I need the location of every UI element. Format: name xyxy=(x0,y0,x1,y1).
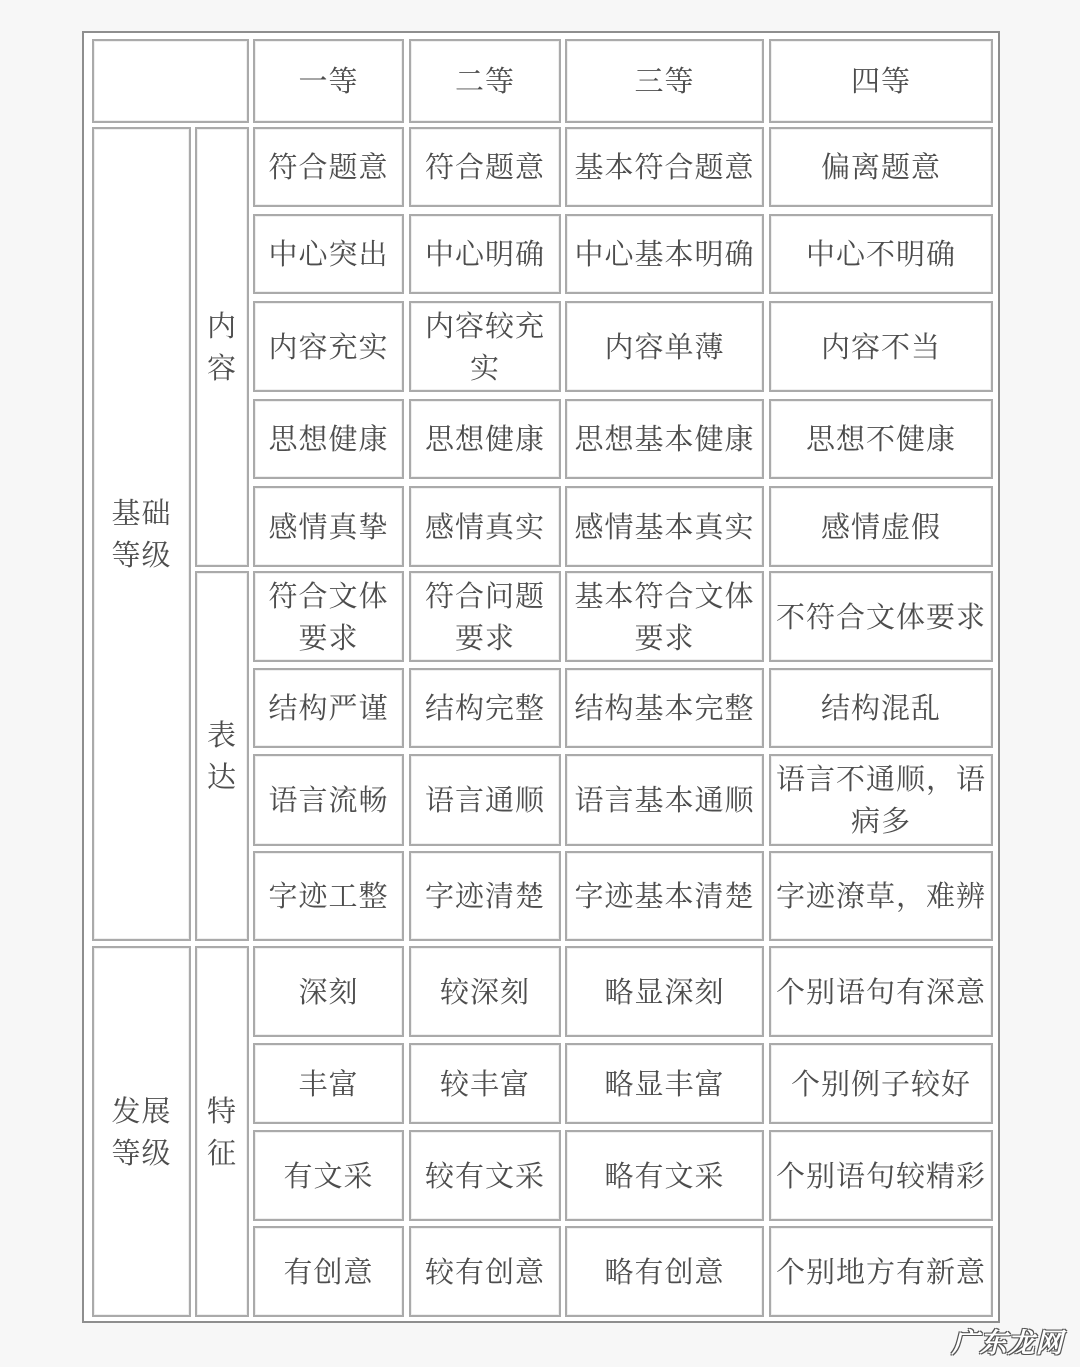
group-label-basic: 基础等级 xyxy=(111,496,172,572)
table-cell: 丰富 xyxy=(253,1043,404,1124)
table-cell: 感情真实 xyxy=(409,486,561,567)
table-cell: 结构混乱 xyxy=(769,668,993,748)
table-cell: 个别例子较好 xyxy=(769,1043,993,1124)
table-cell xyxy=(769,571,993,662)
table-cell xyxy=(409,571,561,662)
watermark: 广东龙网 xyxy=(951,1327,1064,1359)
table-cell: 偏离题意 xyxy=(769,127,993,207)
table-cell xyxy=(769,1130,993,1221)
table-cell: 中心突出 xyxy=(253,214,404,294)
group-cell-development xyxy=(92,946,191,1317)
table-cell: 中心不明确 xyxy=(769,214,993,294)
wrapped-cell-text: 内容较充实 xyxy=(424,308,545,385)
header-cell-3: 三等 xyxy=(565,39,764,123)
table-cell: 思想基本健康 xyxy=(565,399,764,479)
subgroup-cell-feature xyxy=(195,946,249,1317)
table-cell: 字迹工整 xyxy=(253,851,404,941)
table-cell xyxy=(253,571,404,662)
subgroup-cell-content xyxy=(195,127,249,567)
subgroup-cell-expression xyxy=(195,571,249,941)
table-cell: 字迹清楚 xyxy=(409,851,561,941)
table-cell: 思想健康 xyxy=(253,399,404,479)
group-label-development: 发展等级 xyxy=(111,1093,172,1170)
wrapped-cell-text: 个别语句有深意 xyxy=(775,974,986,1009)
table-cell: 基本符合题意 xyxy=(565,127,764,207)
table-cell: 略显深刻 xyxy=(565,946,764,1037)
wrapped-cell-text: 字迹潦草，难辨 xyxy=(775,879,986,913)
table-cell: 结构严谨 xyxy=(253,668,404,748)
table-cell: 略有文采 xyxy=(565,1130,764,1221)
header-cell-4: 四等 xyxy=(769,39,993,123)
table-cell: 略有创意 xyxy=(565,1226,764,1317)
table-cell: 语言通顺 xyxy=(409,754,561,846)
table-cell: 感情基本真实 xyxy=(565,486,764,567)
table-cell xyxy=(409,301,561,392)
wrapped-cell-text: 符合问题要求 xyxy=(424,578,545,655)
table-cell: 符合题意 xyxy=(409,127,561,207)
table-cell: 略显丰富 xyxy=(565,1043,764,1124)
subgroup-label-feature: 特征 xyxy=(206,1093,237,1170)
subgroup-label-content: 内容 xyxy=(206,309,237,385)
wrapped-cell-text: 个别语句较精彩 xyxy=(775,1158,986,1193)
wrapped-cell-text: 语言不通顺，语病多 xyxy=(775,762,986,838)
table-cell: 思想健康 xyxy=(409,399,561,479)
table-cell xyxy=(769,754,993,846)
table-cell: 符合题意 xyxy=(253,127,404,207)
wrapped-cell-text: 不符合文体要求 xyxy=(775,599,986,634)
table-cell: 语言基本通顺 xyxy=(565,754,764,846)
table-cell: 较丰富 xyxy=(409,1043,561,1124)
table-cell: 较有创意 xyxy=(409,1226,561,1317)
subgroup-label-expression: 表达 xyxy=(206,718,237,794)
grading-table xyxy=(82,31,1000,1323)
table-cell: 感情真挚 xyxy=(253,486,404,567)
table-cell: 语言流畅 xyxy=(253,754,404,846)
table-cell xyxy=(769,1226,993,1317)
table-cell: 字迹基本清楚 xyxy=(565,851,764,941)
table-cell: 内容不当 xyxy=(769,301,993,392)
table-cell: 中心基本明确 xyxy=(565,214,764,294)
table-cell: 较深刻 xyxy=(409,946,561,1037)
wrapped-cell-text: 基本符合文体要求 xyxy=(574,578,755,655)
table-cell: 有文采 xyxy=(253,1130,404,1221)
wrapped-cell-text: 符合文体要求 xyxy=(268,578,389,655)
table-cell: 中心明确 xyxy=(409,214,561,294)
table-cell: 内容单薄 xyxy=(565,301,764,392)
table-cell xyxy=(565,571,764,662)
group-cell-basic xyxy=(92,127,191,941)
header-cell-1: 一等 xyxy=(253,39,404,123)
table-cell: 较有文采 xyxy=(409,1130,561,1221)
wrapped-cell-text: 个别地方有新意 xyxy=(775,1254,986,1289)
table-cell: 有创意 xyxy=(253,1226,404,1317)
table-cell: 内容充实 xyxy=(253,301,404,392)
table-cell: 结构完整 xyxy=(409,668,561,748)
table-cell: 结构基本完整 xyxy=(565,668,764,748)
table-cell xyxy=(769,851,993,941)
table-cell: 深刻 xyxy=(253,946,404,1037)
table-cell xyxy=(769,946,993,1037)
table-cell: 思想不健康 xyxy=(769,399,993,479)
top-left-empty-cell xyxy=(92,39,249,123)
header-cell-2: 二等 xyxy=(409,39,561,123)
table-cell: 感情虚假 xyxy=(769,486,993,567)
